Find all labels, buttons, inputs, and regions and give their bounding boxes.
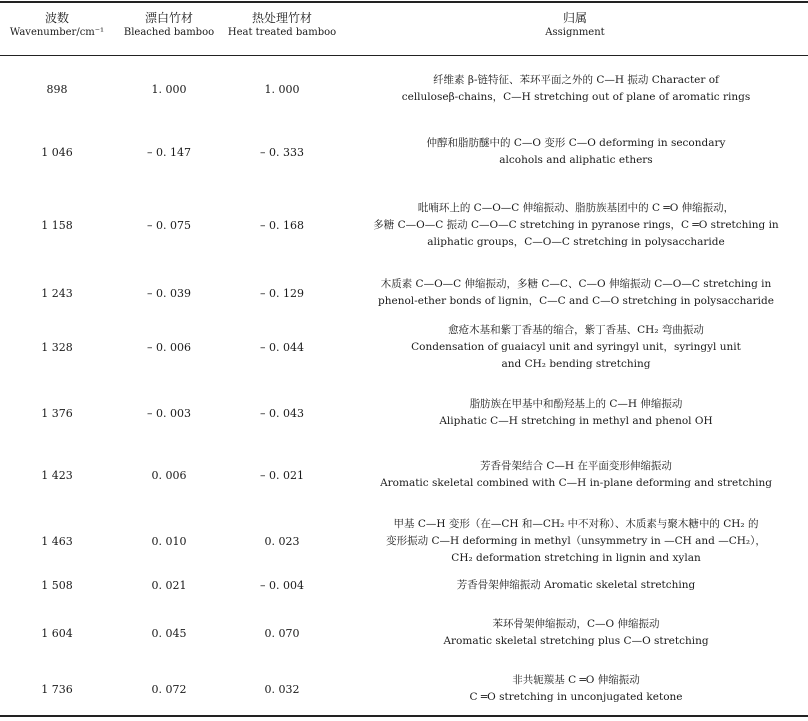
header-heat-zh: 热处理竹材: [251, 11, 312, 25]
assignment-line: 苯环骨架伸缩振动，C—O 伸缩振动: [492, 618, 660, 630]
heat-treated-value-cell: – 0. 021: [260, 468, 304, 482]
header-bleached-en: Bleached bamboo: [123, 27, 215, 38]
heat-treated-value-cell: – 0. 333: [260, 145, 304, 159]
assignment-line: 纤维素 β-链特征、苯环平面之外的 C—H 振动 Character of: [433, 74, 719, 86]
assignment-cell: [348, 662, 804, 716]
assignment-cell: [348, 188, 804, 262]
assignment-line: phenol-ether bonds of lignin，C—C and C—O stretching in polysaccharide: [378, 295, 774, 307]
assignment-line: Condensation of guaiacyl unit and syringyl unit，syringyl unit: [411, 340, 741, 353]
assignment-line: 芳香骨架伸缩振动 Aromatic skeletal stretching: [456, 578, 696, 591]
heat-treated-value-cell: 0. 023: [264, 534, 300, 548]
wavenumber-cell: 1 463: [41, 534, 73, 548]
header-wavenumber-zh: 波数: [44, 11, 69, 25]
wavenumber-cell: 1 046: [41, 145, 73, 159]
bleached-value-cell: 0. 006: [151, 468, 187, 482]
header-heat-en: Heat treated bamboo: [227, 27, 337, 38]
heat-treated-value-cell: – 0. 004: [260, 578, 304, 592]
assignment-line: CH₂ deformation stretching in lignin and xylan: [451, 551, 701, 564]
wavenumber-cell: 1 328: [41, 340, 73, 354]
table-bottom-rule: [0, 715, 808, 717]
table-row: [0, 188, 808, 262]
assignment-cell: [348, 310, 804, 384]
bleached-value-cell: – 0. 006: [147, 340, 191, 354]
table-header-rule: [0, 55, 808, 56]
wavenumber-cell: 1 158: [41, 218, 73, 232]
assignment-cell: [348, 606, 804, 660]
table-row: [0, 510, 808, 572]
assignment-line: 木质素 C—O—C 伸缩振动，多糖 C—C、C—O 伸缩振动 C—O—C stretching in: [380, 278, 772, 290]
table-row: [0, 310, 808, 384]
bleached-value-cell: – 0. 039: [147, 286, 191, 300]
assignment-line: and CH₂ bending stretching: [501, 357, 651, 370]
assignment-line: alcohols and aliphatic ethers: [499, 154, 653, 166]
assignment-line: 愈疮木基和紫丁香基的缩合，紫丁香基、CH₂ 弯曲振动: [448, 323, 704, 336]
bleached-value-cell: – 0. 075: [147, 218, 191, 232]
bleached-value-cell: 0. 010: [151, 534, 187, 548]
bleached-value-cell: – 0. 147: [147, 145, 191, 159]
wavenumber-cell: 1 423: [41, 468, 73, 482]
heat-treated-value-cell: – 0. 044: [260, 340, 304, 354]
table-row: [0, 606, 808, 660]
header-bleached-zh: 漂白竹材: [144, 11, 193, 25]
wavenumber-cell: 898: [46, 82, 68, 96]
assignment-line: Aromatic skeletal stretching plus C—O stretching: [443, 635, 709, 647]
header-wavenumber-en: Wavenumber/cm⁻¹: [9, 27, 105, 38]
wavenumber-cell: 1 736: [41, 682, 73, 696]
table-row: [0, 446, 808, 504]
assignment-cell: [348, 62, 804, 116]
assignment-cell: [348, 446, 804, 504]
assignment-line: 多糖 C—O—C 振动 C—O—C stretching in pyranose rings，C ═O stretching in: [373, 218, 779, 231]
table-row: [0, 384, 808, 442]
table-row: [0, 120, 808, 184]
wavenumber-cell: 1 376: [41, 406, 73, 420]
header-assignment: [342, 10, 808, 40]
heat-treated-value-cell: 1. 000: [264, 82, 300, 96]
assignment-line: 变形振动 C—H deforming in methyl（unsymmetry in —CH and —CH₂），: [386, 534, 766, 547]
heat-treated-value-cell: – 0. 043: [260, 406, 304, 420]
heat-treated-value-cell: 0. 070: [264, 626, 300, 640]
assignment-line: 仲醇和脂肪醚中的 C—O 变形 C—O deforming in secondary: [426, 137, 726, 149]
assignment-line: 脂肪族在甲基中和酚羟基上的 C—H 伸缩振动: [469, 398, 683, 410]
heat-treated-value-cell: 0. 032: [264, 682, 300, 696]
bleached-value-cell: 0. 072: [151, 682, 187, 696]
assignment-cell: [348, 572, 804, 598]
wavenumber-cell: 1 243: [41, 286, 73, 300]
assignment-line: 甲基 C—H 变形（在—CH 和—CH₂ 中不对称）、木质素与聚木糖中的 CH₂ 的: [393, 517, 759, 530]
assignment-line: aliphatic groups，C—O—C stretching in polysaccharide: [427, 235, 725, 248]
header-assignment-zh: 归属: [562, 11, 587, 25]
header-assignment-en: Assignment: [545, 27, 605, 38]
bleached-value-cell: 1. 000: [151, 82, 187, 96]
assignment-cell: [348, 384, 804, 442]
bleached-value-cell: 0. 021: [151, 578, 187, 592]
wavenumber-cell: 1 508: [41, 578, 73, 592]
assignment-cell: [348, 510, 804, 572]
table-row: [0, 572, 808, 598]
table-top-rule: [0, 1, 808, 3]
assignment-cell: [348, 120, 804, 184]
wavenumber-cell: 1 604: [41, 626, 73, 640]
assignment-line: Aromatic skeletal combined with C—H in-plane deforming and stretching: [380, 477, 772, 489]
assignment-line: 吡喃环上的 C—O—C 伸缩振动、脂肪族基团中的 C ═O 伸缩振动，: [417, 201, 735, 214]
assignment-line: C ═O stretching in unconjugated ketone: [469, 691, 683, 703]
table-row: [0, 662, 808, 716]
assignment-line: 芳香骨架结合 C—H 在平面变形伸缩振动: [480, 460, 672, 472]
header-heat-treated: [222, 10, 342, 40]
assignment-line: 非共轭羰基 C ═O 伸缩振动: [512, 674, 640, 686]
assignment-line: celluloseβ-chains，C—H stretching out of plane of aromatic rings: [401, 91, 751, 103]
bleached-value-cell: 0. 045: [151, 626, 187, 640]
assignment-line: Aliphatic C—H stretching in methyl and phenol OH: [439, 415, 713, 427]
heat-treated-value-cell: – 0. 168: [260, 218, 304, 232]
header-wavenumber: [0, 10, 114, 40]
header-bleached: [118, 10, 220, 40]
table-row: [0, 62, 808, 116]
bleached-value-cell: – 0. 003: [147, 406, 191, 420]
heat-treated-value-cell: – 0. 129: [260, 286, 304, 300]
